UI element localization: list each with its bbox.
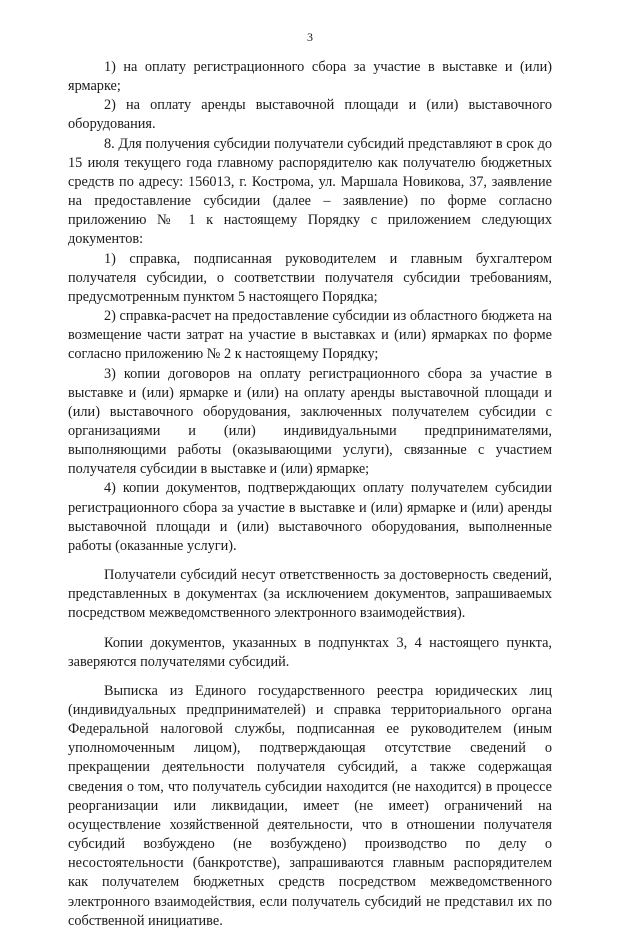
paragraph-clause-8: 8. Для получения субсидии получатели субсидий представляют в срок до 15 июля текущего года главному распорядителю как получателю бюджетных средств по адресу: 156013, г. Кострома, ул. Маршала Новикова, 37, заявление на предоставление субсидии (далее – заявление) по форме согласно приложению № 1 к настоящему Порядку с приложением следующих документов: [68, 135, 552, 248]
paragraph-registry-extract: Выписка из Единого государственного реестра юридических лиц (индивидуальных предпринимателей) и справка территориального органа Федеральной налоговой службы, подписанная ее руководителем (иным уполномоченным лицом), подтверждающая отсутствие сведений о прекращении деятельности получателя субсидий, а также содержащая сведения о том, что получатель субсидии находится (не находится) в процессе реорганизации или ликвидации, имеет (не имеет) ограничений на осуществление хозяйственной деятельности, что в отношении получателя субсидий возбуждено (не возбуждено) производство по делу о несостоятельности (банкротстве), запрашиваются главным распорядителем как получателем бюджетных средств посредством межведомственного электронного взаимодействия, если получатель субсидий не представил их по собственной инициативе. [68, 682, 552, 929]
paragraph-copies-certified: Копии документов, указанных в подпунктах 3, 4 настоящего пункта, заверяются получателями субсидий. [68, 634, 552, 670]
paragraph-responsibility: Получатели субсидий несут ответственность за достоверность сведений, представленных в документах (за исключением документов, запрашиваемых посредством межведомственного электронного взаимодействия). [68, 567, 552, 622]
paragraph-doc-4-payment-docs: 4) копии документов, подтверждающих оплату получателем субсидии регистрационного сбора за участие в выставке и (или) ярмарке и (или) аренды выставочной площади и (или) выставочного оборудования, выполненные работы (оказанные услуги). [68, 480, 552, 554]
document-body [68, 58, 552, 931]
paragraph-doc-2-calculation: 2) справка-расчет на предоставление субсидии из областного бюджета на возмещение части затрат на участие в выставках и (или) ярмарках по форме согласно приложению № 2 к настоящему Порядку; [68, 308, 552, 363]
paragraph-doc-1-certificate: 1) справка, подписанная руководителем и главным бухгалтером получателя субсидии, о соответствии получателя субсидии требованиям, предусмотренным пунктом 5 настоящего Порядка; [68, 250, 552, 305]
paragraph-item-1-registration-fee: 1) на оплату регистрационного сбора за участие в выставке и (или) ярмарке; [68, 59, 552, 95]
paragraph-item-2-rent: 2) на оплату аренды выставочной площади и (или) выставочного оборудования. [68, 97, 552, 133]
paragraph-doc-3-contracts: 3) копии договоров на оплату регистрационного сбора за участие в выставке и (или) ярмарке и (или) на оплату аренды выставочной площади и (или) выставочного оборудования, заключенных получателем субсидии с организациями и (или) индивидуальными предпринимателями, выполняющими работы (оказывающими услуги), связанные с участием получателя субсидии в выставке и (или) ярмарке; [68, 365, 552, 478]
page-number: 3 [307, 30, 313, 44]
